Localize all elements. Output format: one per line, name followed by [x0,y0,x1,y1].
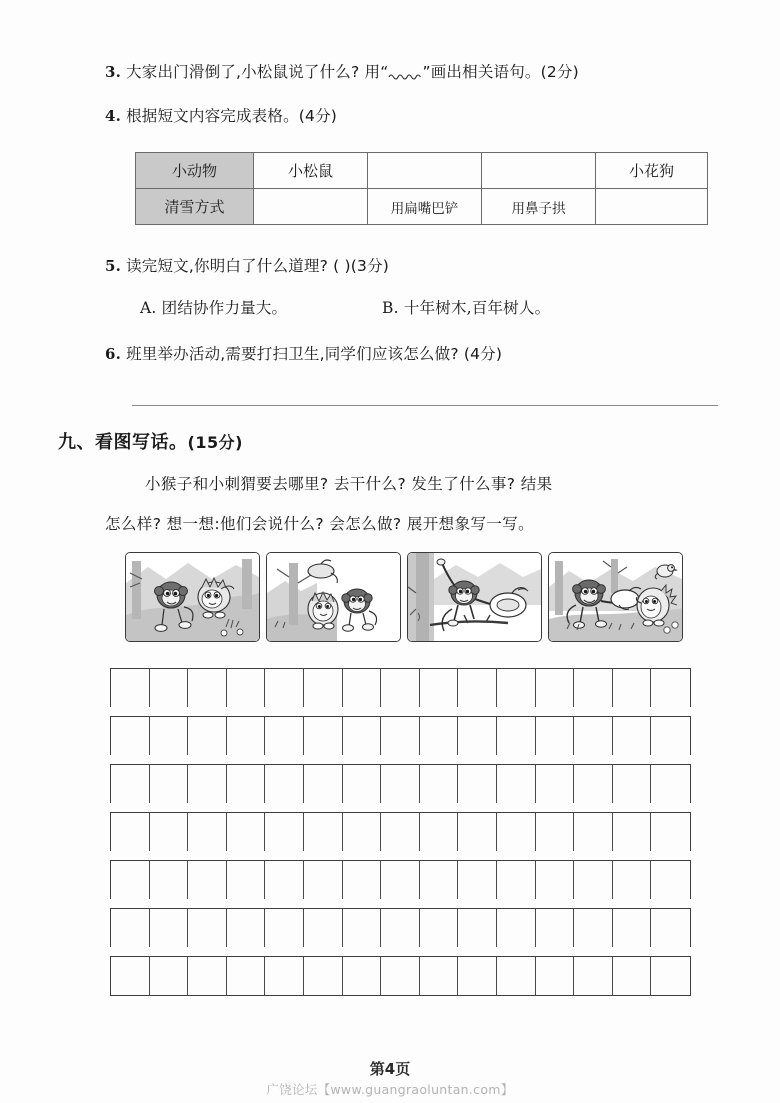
writing-grid-cell[interactable] [613,813,652,851]
writing-grid-cell[interactable] [536,813,575,851]
writing-grid-cell[interactable] [497,765,536,803]
writing-grid-cell[interactable] [188,717,227,755]
writing-grid-cell[interactable] [188,669,227,707]
writing-grid-cell[interactable] [536,909,575,947]
writing-grid-cell[interactable] [458,765,497,803]
question-5 [105,258,389,275]
writing-grid-cell[interactable] [613,669,652,707]
table-row [136,153,708,189]
writing-grid-cell[interactable] [574,765,613,803]
writing-grid-cell[interactable] [613,717,652,755]
writing-grid-cell[interactable] [188,813,227,851]
writing-grid-cell[interactable] [343,861,382,899]
writing-grid-cell[interactable] [536,765,575,803]
table-cell[interactable]: 用鼻子拱 [482,189,596,225]
writing-grid-gap [110,851,691,860]
writing-grid-cell[interactable] [150,909,189,947]
writing-grid-cell[interactable] [458,669,497,707]
writing-grid-cell[interactable] [420,909,459,947]
page-number: 第4页 [369,1060,411,1078]
watermark: 广饶论坛【www.guangraoluntan.com】 [266,1082,514,1097]
writing-grid-cell[interactable] [536,861,575,899]
wavy-underline-icon [388,62,422,77]
writing-grid-cell[interactable] [458,813,497,851]
question-3-number: 3. [105,63,122,81]
writing-grid-cell[interactable] [420,861,459,899]
question-4-text: 根据短文内容完成表格。(4分) [126,107,338,125]
table-cell[interactable]: 小花狗 [596,153,708,189]
writing-grid-cell[interactable] [111,909,150,947]
question-4-number: 4. [105,107,122,125]
table-row-header: 清雪方式 [136,189,254,225]
table-cell[interactable]: 小松鼠 [254,153,368,189]
writing-grid-row[interactable] [110,908,691,947]
writing-grid-cell[interactable] [150,669,189,707]
writing-grid-cell[interactable] [304,861,343,899]
writing-grid-cell[interactable] [227,909,266,947]
writing-grid-row[interactable] [110,764,691,803]
answer-table [135,152,708,225]
writing-grid-cell[interactable] [265,957,304,995]
writing-grid-cell[interactable] [227,957,266,995]
writing-grid-cell[interactable] [536,669,575,707]
writing-grid-cell[interactable] [188,957,227,995]
question-5-text: 读完短文,你明白了什么道理? ( )(3分) [126,257,390,275]
writing-grid-cell[interactable] [651,669,690,707]
writing-grid-cell[interactable] [343,813,382,851]
writing-grid-cell[interactable] [188,861,227,899]
table-cell[interactable] [254,189,368,225]
writing-grid-cell[interactable] [150,765,189,803]
writing-grid-row[interactable] [110,668,691,707]
table-cell[interactable] [368,153,482,189]
writing-grid-cell[interactable] [343,669,382,707]
question-3-text-before: 大家出门滑倒了,小松鼠说了什么? 用“ [126,63,389,81]
writing-grid-cell[interactable] [536,717,575,755]
writing-grid-cell[interactable] [111,669,150,707]
writing-grid-cell[interactable] [381,957,420,995]
writing-grid-cell[interactable] [343,717,382,755]
writing-grid-gap [110,755,691,764]
question-3 [105,62,579,81]
writing-grid [110,668,691,996]
writing-grid-cell[interactable] [227,813,266,851]
writing-grid-cell[interactable] [651,909,690,947]
table-row-header: 小动物 [136,153,254,189]
writing-grid-cell[interactable] [227,765,266,803]
writing-grid-cell[interactable] [304,765,343,803]
table-cell[interactable] [482,153,596,189]
writing-grid-cell[interactable] [381,765,420,803]
writing-grid-cell[interactable] [265,861,304,899]
writing-grid-cell[interactable] [651,957,690,995]
writing-grid-cell[interactable] [343,957,382,995]
writing-grid-cell[interactable] [304,813,343,851]
writing-grid-cell[interactable] [150,957,189,995]
writing-grid-cell[interactable] [458,909,497,947]
writing-grid-cell[interactable] [111,957,150,995]
section-nine-title: 九、看图写话。 [58,432,188,453]
writing-grid-cell[interactable] [613,861,652,899]
writing-grid-gap [110,947,691,956]
question-4 [105,108,337,125]
writing-grid-gap [110,707,691,716]
writing-grid-cell[interactable] [381,861,420,899]
comic-panel-1 [125,552,260,642]
writing-grid-cell[interactable] [497,813,536,851]
writing-grid-cell[interactable] [651,813,690,851]
writing-grid-cell[interactable] [574,813,613,851]
writing-grid-cell[interactable] [497,861,536,899]
comic-strip [125,552,683,642]
writing-grid-row[interactable] [110,812,691,851]
section-nine-prompt-line-1: 小猴子和小刺猬要去哪里? 去干什么? 发生了什么事? 结果 [145,475,553,493]
writing-grid-cell[interactable] [497,909,536,947]
writing-grid-cell[interactable] [188,765,227,803]
writing-grid-cell[interactable] [574,669,613,707]
writing-grid-cell[interactable] [651,717,690,755]
question-3-text-after: ”画出相关语句。(2分) [422,63,579,81]
writing-grid-cell[interactable] [458,717,497,755]
writing-grid-cell[interactable] [651,861,690,899]
writing-grid-cell[interactable] [150,813,189,851]
writing-grid-cell[interactable] [265,813,304,851]
writing-grid-cell[interactable] [111,765,150,803]
writing-grid-cell[interactable] [497,957,536,995]
writing-grid-cell[interactable] [381,669,420,707]
comic-panel-2 [266,552,401,642]
writing-grid-gap [110,899,691,908]
writing-grid-cell[interactable] [420,813,459,851]
writing-grid-cell[interactable] [304,909,343,947]
section-nine-heading [58,428,243,454]
writing-grid-cell[interactable] [420,957,459,995]
writing-grid-row[interactable] [110,956,691,996]
question-6-text: 班里举办活动,需要打扫卫生,同学们应该怎么做? (4分) [126,345,503,363]
question-5-number: 5. [105,257,122,275]
writing-grid-cell[interactable] [304,669,343,707]
question-6 [105,346,502,363]
table-row [136,189,708,225]
writing-grid-cell[interactable] [497,669,536,707]
comic-panel-4 [548,552,683,642]
writing-grid-row[interactable] [110,860,691,899]
writing-grid-cell[interactable] [497,717,536,755]
writing-grid-cell[interactable] [574,909,613,947]
section-nine-prompt-line-2: 怎么样? 想一想:他们会说什么? 会怎么做? 展开想象写一写。 [105,515,535,533]
writing-grid-cell[interactable] [227,861,266,899]
writing-grid-cell[interactable] [574,957,613,995]
writing-grid-cell[interactable] [381,717,420,755]
writing-grid-cell[interactable] [111,813,150,851]
writing-grid-cell[interactable] [227,669,266,707]
writing-grid-cell[interactable] [613,909,652,947]
writing-grid-cell[interactable] [265,909,304,947]
writing-grid-cell[interactable] [381,813,420,851]
writing-grid-cell[interactable] [343,765,382,803]
writing-grid-cell[interactable] [150,861,189,899]
writing-grid-cell[interactable] [651,765,690,803]
writing-grid-cell[interactable] [188,909,227,947]
writing-grid-cell[interactable] [381,909,420,947]
writing-grid-cell[interactable] [265,765,304,803]
table-cell[interactable] [596,189,708,225]
writing-grid-cell[interactable] [150,717,189,755]
writing-grid-cell[interactable] [536,957,575,995]
writing-grid-cell[interactable] [458,861,497,899]
writing-grid-cell[interactable] [613,765,652,803]
question-5-option-b[interactable]: B. 十年树木,百年树人。 [382,299,551,317]
writing-grid-cell[interactable] [111,717,150,755]
comic-panel-3 [407,552,542,642]
section-divider [132,405,718,406]
writing-grid-row[interactable] [110,716,691,755]
writing-grid-cell[interactable] [420,669,459,707]
writing-grid-cell[interactable] [420,765,459,803]
writing-grid-cell[interactable] [574,861,613,899]
writing-grid-cell[interactable] [458,957,497,995]
writing-grid-cell[interactable] [420,717,459,755]
writing-grid-cell[interactable] [265,717,304,755]
question-6-number: 6. [105,345,122,363]
writing-grid-cell[interactable] [613,957,652,995]
writing-grid-cell[interactable] [111,861,150,899]
writing-grid-cell[interactable] [304,957,343,995]
writing-grid-cell[interactable] [265,669,304,707]
writing-grid-gap [110,803,691,812]
writing-grid-cell[interactable] [227,717,266,755]
writing-grid-cell[interactable] [574,717,613,755]
table-cell[interactable]: 用扁嘴巴铲 [368,189,482,225]
section-nine-points: (15分) [187,433,243,452]
writing-grid-cell[interactable] [343,909,382,947]
question-5-option-a[interactable]: A. 团结协作力量大。 [140,299,288,317]
writing-grid-cell[interactable] [304,717,343,755]
